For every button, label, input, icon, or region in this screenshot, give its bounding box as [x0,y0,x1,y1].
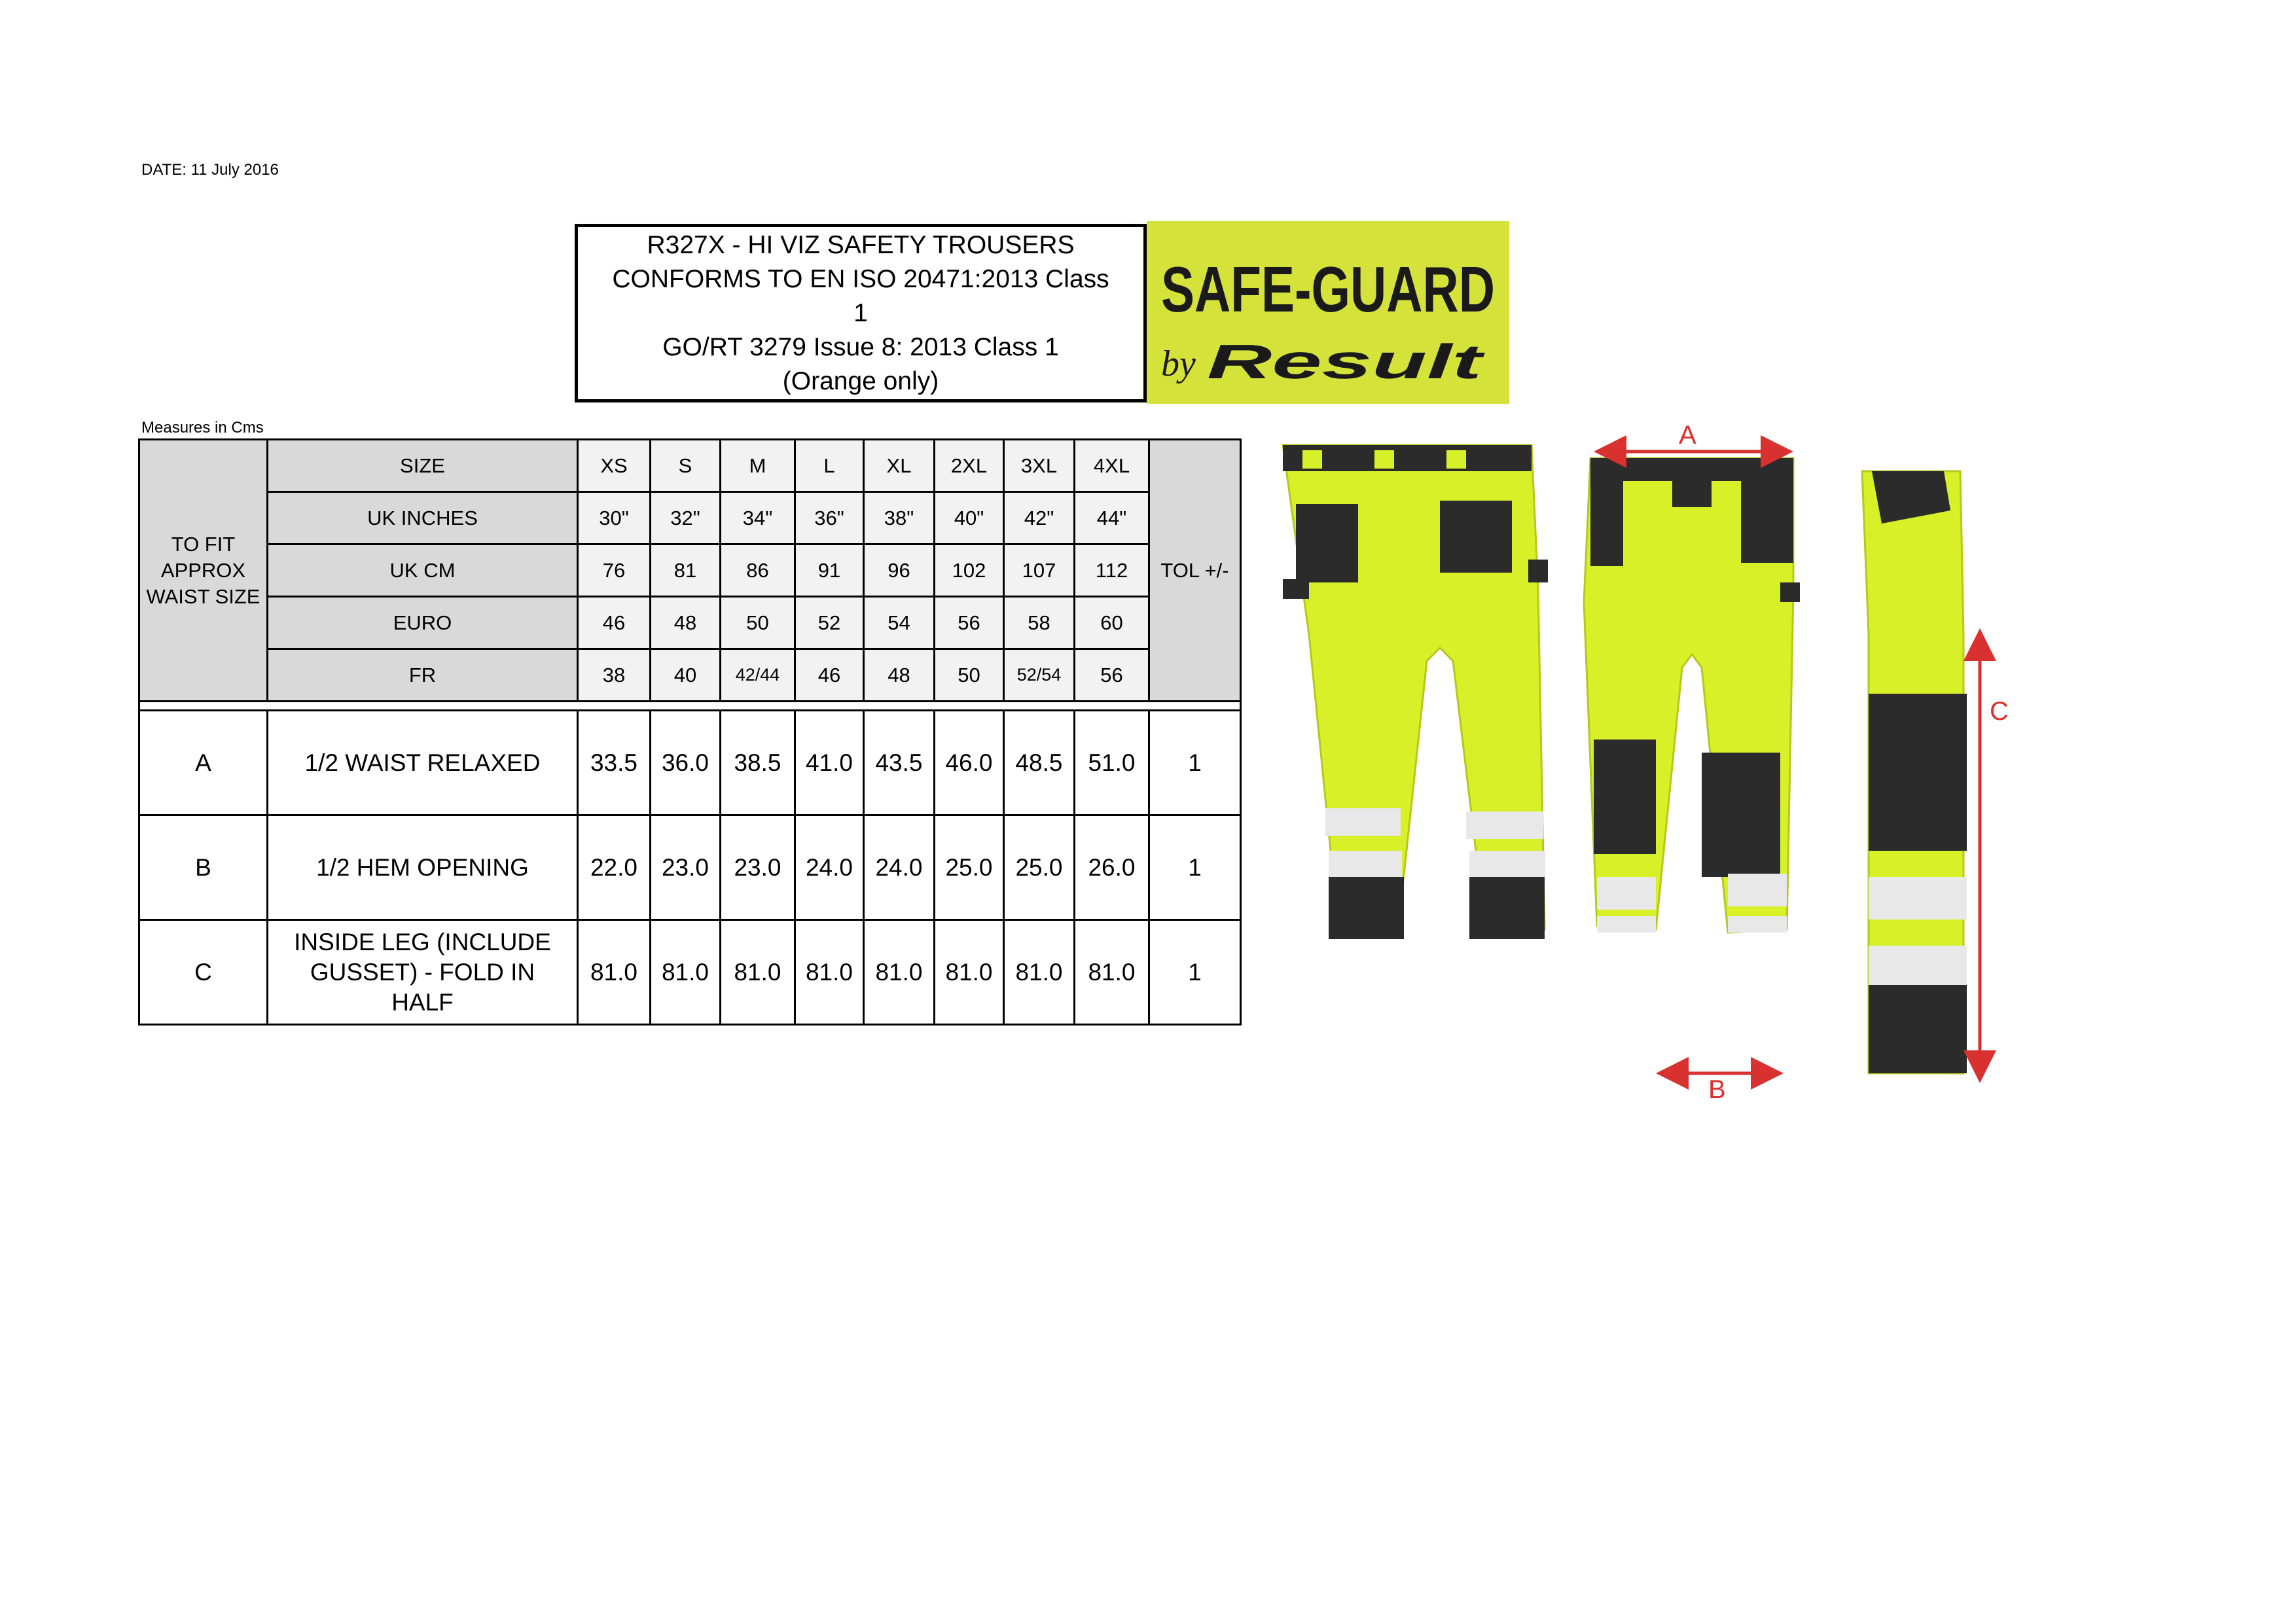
size-cell: L [795,440,864,492]
size-row-label: UK INCHES [268,492,578,544]
measurement-cell: 24.0 [795,815,864,920]
size-cell: 52 [795,597,864,649]
size-cell: 86 [721,544,795,597]
size-cell: 46 [578,597,651,649]
size-cell: 46 [795,649,864,702]
size-cell: 76 [578,544,651,597]
measurement-cell: 26.0 [1075,815,1149,920]
product-title-box [575,224,1147,402]
measurement-cell: 81.0 [1075,920,1149,1025]
title-line-5: (Orange only) [782,366,939,395]
measurement-description: 1/2 HEM OPENING [268,815,578,920]
size-cell: 38" [864,492,935,544]
separator-cell [139,702,1241,711]
trousers-front-view [1283,445,1548,939]
measurement-cell: 38.5 [721,711,795,815]
size-cell: 112 [1075,544,1149,597]
size-cell: M [721,440,795,492]
measurement-row [139,711,1241,815]
title-line-2: CONFORMS TO EN ISO 20471:2013 Class [612,264,1109,293]
size-row [139,649,1241,702]
size-row [139,440,1241,492]
measurement-cell: 22.0 [578,815,651,920]
measurement-description: INSIDE LEG (INCLUDE GUSSET) - FOLD IN HALF [268,920,578,1025]
title-line-4: GO/RT 3279 Issue 8: 2013 Class 1 [662,332,1059,361]
trousers-back-view [1584,421,1800,1104]
size-cell: 107 [1004,544,1075,597]
measure-label-b: B [1708,1075,1726,1104]
size-cell: 40 [651,649,721,702]
trousers-side-view [1862,471,2009,1077]
logo-brand-text: SAFE-GUARD [1161,253,1495,325]
size-cell: 48 [651,597,721,649]
size-cell: 36" [795,492,864,544]
size-cell: 54 [864,597,935,649]
document-date: DATE: 11 July 2016 [141,161,279,179]
size-cell: 30" [578,492,651,544]
measurement-cell: 81.0 [578,920,651,1025]
size-cell: 102 [935,544,1004,597]
size-cell: 44" [1075,492,1149,544]
measure-label-a: A [1679,421,1696,450]
size-cell: 52/54 [1004,649,1075,702]
size-cell: XL [864,440,935,492]
trousers-diagram [1270,419,2081,1104]
size-cell: 2XL [935,440,1004,492]
measurement-cell: 43.5 [864,711,935,815]
size-row [139,492,1241,544]
measurement-code: B [139,815,268,920]
measurement-cell: 81.0 [795,920,864,1025]
measurement-description: 1/2 WAIST RELAXED [268,711,578,815]
safe-guard-logo [1147,221,1509,404]
measurement-row [139,920,1241,1025]
measurement-cell: 23.0 [651,815,721,920]
measurement-row [139,815,1241,920]
size-row [139,544,1241,597]
size-cell: 91 [795,544,864,597]
size-row-label: FR [268,649,578,702]
measurement-tolerance: 1 [1149,711,1241,815]
size-row-label: UK CM [268,544,578,597]
size-cell: 81 [651,544,721,597]
measures-note: Measures in Cms [141,419,264,437]
tolerance-label: TOL +/- [1149,440,1241,702]
size-cell: 42" [1004,492,1075,544]
measurement-cell: 81.0 [721,920,795,1025]
size-cell: 58 [1004,597,1075,649]
size-cell: 48 [864,649,935,702]
logo-by-text: by [1161,344,1196,384]
size-cell: XS [578,440,651,492]
measurement-cell: 36.0 [651,711,721,815]
size-cell: 32" [651,492,721,544]
measurement-cell: 81.0 [935,920,1004,1025]
size-cell: 50 [935,649,1004,702]
measurement-cell: 25.0 [935,815,1004,920]
measure-label-c: C [1990,697,2009,726]
size-rows [139,440,1241,711]
to-fit-label: TO FIT APPROX WAIST SIZE [139,440,268,702]
size-cell: 56 [935,597,1004,649]
size-cell: 96 [864,544,935,597]
measurement-code: C [139,920,268,1025]
measurement-cell: 81.0 [864,920,935,1025]
logo-result-text: Result [1207,334,1486,389]
measurement-code: A [139,711,268,815]
size-cell: 3XL [1004,440,1075,492]
measurement-tolerance: 1 [1149,920,1241,1025]
size-cell: 50 [721,597,795,649]
size-row-label: EURO [268,597,578,649]
size-cell: 40" [935,492,1004,544]
size-row [139,597,1241,649]
title-line-1: R327X - HI VIZ SAFETY TROUSERS [647,230,1075,259]
measurement-cell: 33.5 [578,711,651,815]
size-cell: 34" [721,492,795,544]
measurement-cell: 46.0 [935,711,1004,815]
measurement-cell: 25.0 [1004,815,1075,920]
measurement-tolerance: 1 [1149,815,1241,920]
safe-guard-logo-graphic [1147,221,1509,404]
size-cell: S [651,440,721,492]
size-cell: 42/44 [721,649,795,702]
trousers-diagram-graphic [1270,419,2081,1104]
measurement-cell: 81.0 [1004,920,1075,1025]
measurement-cell: 23.0 [721,815,795,920]
table-separator [139,702,1241,711]
measurement-cell: 51.0 [1075,711,1149,815]
measurement-cell: 24.0 [864,815,935,920]
size-cell: 56 [1075,649,1149,702]
measurement-cell: 48.5 [1004,711,1075,815]
size-cell: 60 [1075,597,1149,649]
size-cell: 38 [578,649,651,702]
title-line-3: 1 [853,298,868,327]
measurement-cell: 81.0 [651,920,721,1025]
measurement-rows [139,711,1241,1025]
size-row-label: SIZE [268,440,578,492]
measurement-cell: 41.0 [795,711,864,815]
size-spec-table [138,438,1242,1026]
size-cell: 4XL [1075,440,1149,492]
